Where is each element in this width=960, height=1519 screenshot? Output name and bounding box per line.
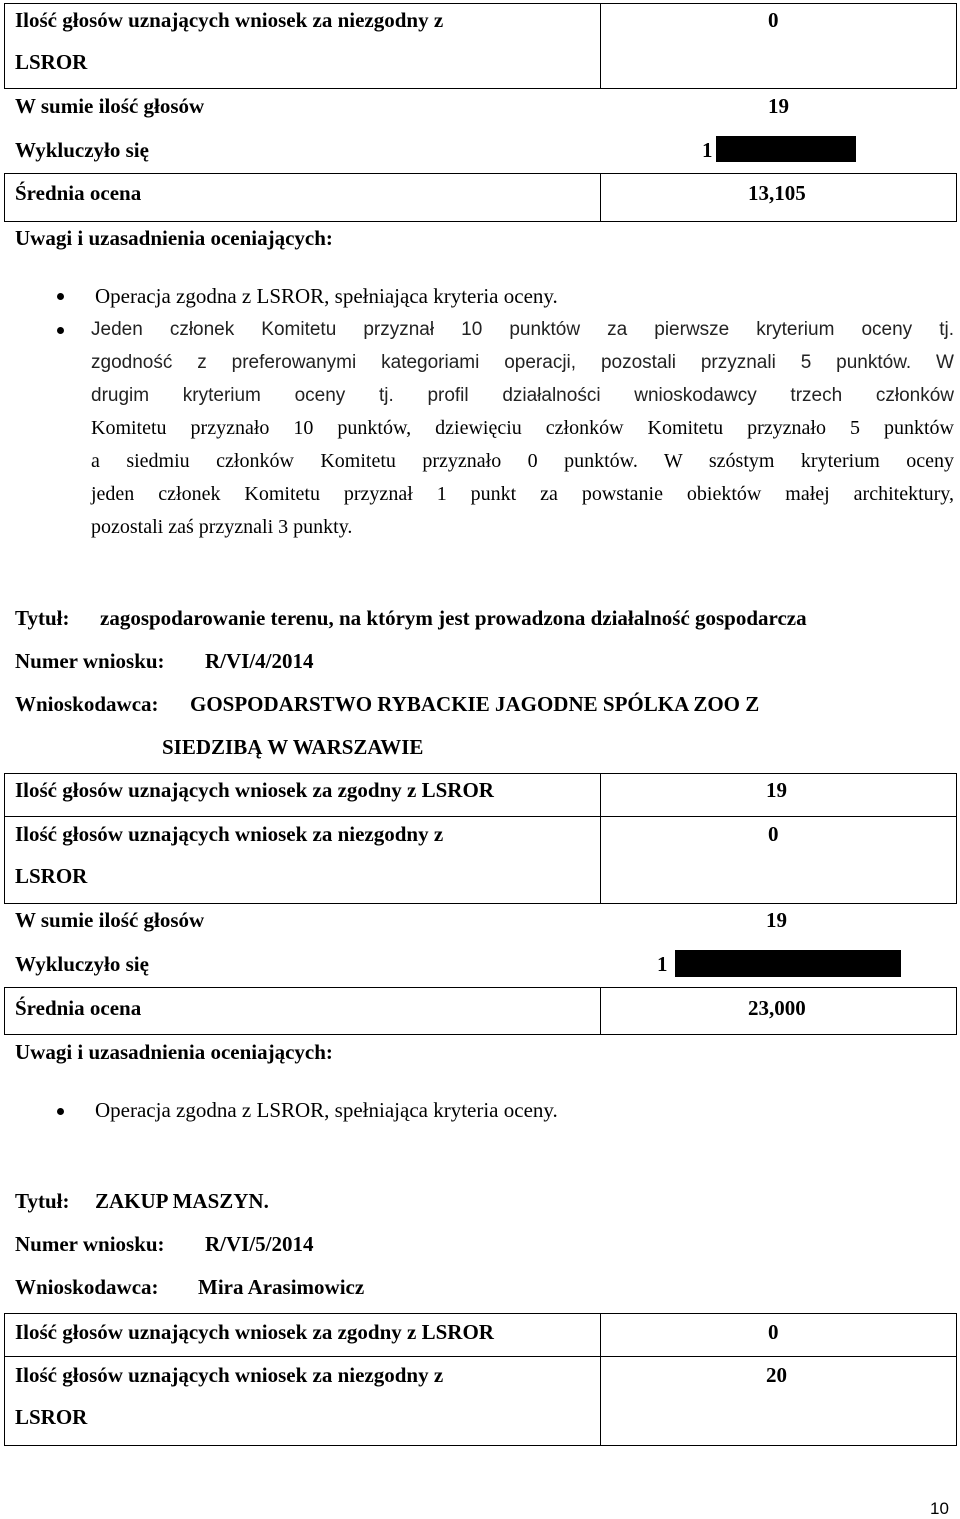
- column-divider: [600, 3, 601, 89]
- remarks-label: Uwagi i uzasadnienia oceniających:: [15, 1040, 333, 1064]
- list-item: Jeden członek Komitetu przyznał 10 punktów za pierwsze kryterium oceny tj. zgodność z preferowanymi kategoriami operacji, pozostali przyznali 5 punktów. W drugim kryterium oceny tj. profil działalności wnioskodawcy trzech członków Komitetu przyznało 10 punktów, dziewięciu członków Komitetu przyznało 5 punktów a siedmiu członków Komitetu przyznało 0 punktów. W szóstym kryterium oceny jeden członek Komitetu przyznał 1 punkt za powstanie obiektów małej architektury, pozostali zaś przyznali 3 punkty.: [91, 319, 954, 538]
- row-divider: [4, 816, 957, 817]
- list-item: Operacja zgodna z LSROR, spełniająca kryteria oceny.: [95, 284, 558, 308]
- row-label: Ilość głosów uznających wniosek za niezgodny z: [15, 822, 444, 846]
- row-value: 0: [768, 822, 779, 846]
- row-label: LSROR: [15, 1405, 88, 1429]
- row-label: W sumie ilość głosów: [15, 94, 205, 118]
- row-value: 20: [766, 1363, 787, 1387]
- row-value: 19: [766, 908, 787, 932]
- applicant-label: Wnioskodawca:: [15, 1275, 159, 1299]
- row-value: 1: [657, 952, 668, 976]
- row-label: Wykluczyło się: [15, 138, 149, 162]
- row-label: Średnia ocena: [15, 181, 142, 205]
- remarks-label: Uwagi i uzasadnienia oceniających:: [15, 226, 333, 250]
- title-value: ZAKUP MASZYN.: [95, 1189, 269, 1213]
- row-label: Wykluczyło się: [15, 952, 149, 976]
- number-label: Numer wniosku:: [15, 1232, 165, 1256]
- redaction-bar: [716, 136, 856, 162]
- row-value: 0: [768, 8, 779, 32]
- row-value: 19: [768, 94, 789, 118]
- row-label: Ilość głosów uznających wniosek za zgodny z LSROR: [15, 778, 494, 802]
- applicant-label: Wnioskodawca:: [15, 692, 159, 716]
- applicant-value: SIEDZIBĄ W WARSZAWIE: [162, 735, 424, 759]
- number-value: R/VI/4/2014: [205, 649, 314, 673]
- page-number: 10: [930, 1499, 949, 1518]
- row-label: W sumie ilość głosów: [15, 908, 205, 932]
- row-value: 23,000: [748, 996, 806, 1020]
- table-row: [4, 173, 957, 222]
- applicant-value: GOSPODARSTWO RYBACKIE JAGODNE SPÓLKA ZOO Z: [190, 692, 760, 716]
- row-label: Ilość głosów uznających wniosek za zgodny z LSROR: [15, 1320, 494, 1344]
- table-row: [4, 987, 957, 1035]
- applicant-value: Mira Arasimowicz: [198, 1275, 365, 1299]
- column-divider: [600, 1313, 601, 1446]
- number-value: R/VI/5/2014: [205, 1232, 314, 1256]
- row-value: 19: [766, 778, 787, 802]
- row-label: Ilość głosów uznających wniosek za niezgodny z: [15, 1363, 444, 1387]
- redaction-bar: [675, 950, 901, 977]
- number-label: Numer wniosku:: [15, 649, 165, 673]
- bullet-icon: [57, 293, 64, 300]
- column-divider: [600, 173, 601, 222]
- list-item: Operacja zgodna z LSROR, spełniająca kryteria oceny.: [95, 1098, 558, 1122]
- row-label: LSROR: [15, 864, 88, 888]
- column-divider: [600, 773, 601, 904]
- column-divider: [600, 987, 601, 1035]
- bullet-icon: [57, 327, 64, 334]
- row-label: Ilość głosów uznających wniosek za niezgodny z: [15, 8, 444, 32]
- title-label: Tytuł:: [15, 1189, 70, 1213]
- row-label: LSROR: [15, 50, 88, 74]
- title-value: zagospodarowanie terenu, na którym jest prowadzona działalność gospodarcza: [100, 606, 807, 630]
- row-value: 13,105: [748, 181, 806, 205]
- row-value: 1: [702, 138, 713, 162]
- bullet-icon: [57, 1108, 64, 1115]
- row-value: 0: [768, 1320, 779, 1344]
- title-label: Tytuł:: [15, 606, 70, 630]
- row-divider: [4, 1356, 957, 1357]
- row-label: Średnia ocena: [15, 996, 142, 1020]
